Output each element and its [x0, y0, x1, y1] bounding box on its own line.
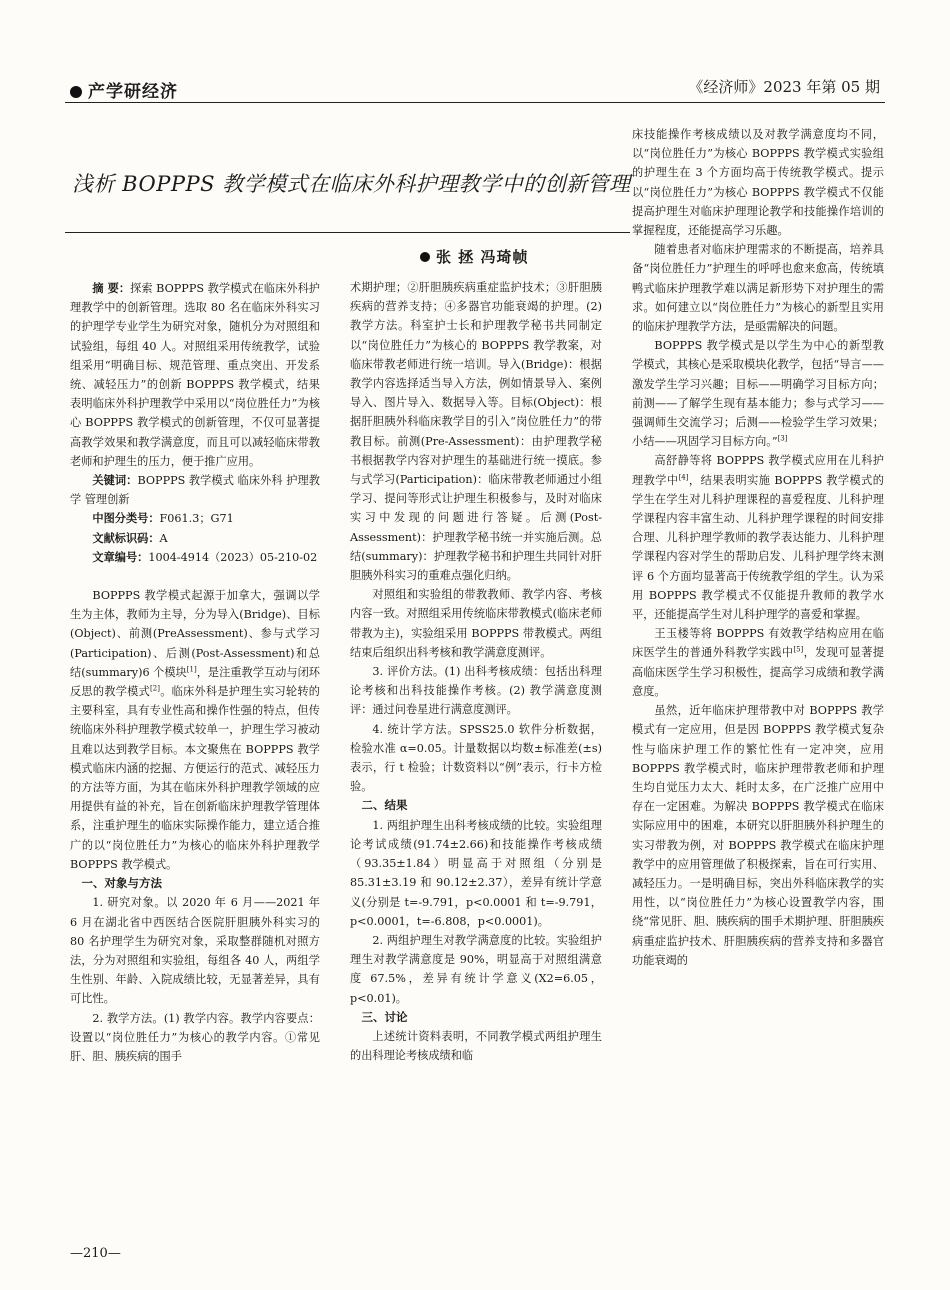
- intro-text: BOPPPS 教学模式起源于加拿大，强调以学生为主体，教师为主导，分为导入(Bridge)、目标(Object)、前测(PreAssessment)、参与式学习(Participation)、后测(Post-Assessment)和总结(summary)6 个模块: [70, 589, 320, 679]
- header-rule: [65, 102, 885, 103]
- paragraph: 1. 两组护理生出科考核成绩的比较。实验组理论考试成绩(91.74±2.66)和技能操作考核成绩（93.35±1.84）明显高于对照组（分别是 85.31±3.19 和 90.12±2.37），差异有统计学意义(分别是 t=-9.791，p<0.0001 和 t=-9.791，p<0.0001，t=-6.808，p<0.0001)。: [350, 818, 602, 928]
- bullet-icon: [420, 252, 430, 262]
- column-right: [632, 125, 884, 970]
- document-code: [70, 529, 320, 548]
- section-label: 产学研经济: [88, 82, 178, 102]
- column-middle: [350, 278, 602, 1065]
- paragraph: [632, 624, 884, 701]
- article-number: [70, 548, 320, 567]
- paragraph: [632, 336, 884, 451]
- paragraph: 上述统计资料表明，不同教学模式两组护理生的出科理论考核成绩和临: [350, 1029, 602, 1063]
- paragraph-text: 高舒静等将 BOPPPS 教学模式应用在儿科护理教学中: [632, 454, 884, 487]
- doc-code-label: 文献标识码：: [92, 531, 160, 545]
- paragraph-text: ，发现可显著提高临床医学生学习积极性，提高学习成绩和教学满意度。: [632, 646, 884, 698]
- page-number: —210—: [70, 1246, 121, 1261]
- paragraph: 2. 两组护理生对教学满意度的比较。实验组护理生对教学满意度是 90%，明显高于对照组满意度 67.5%，差异有统计学意义(X2=6.05，p<0.01)。: [350, 933, 602, 1005]
- clc-value: F061.3；G71: [159, 512, 234, 526]
- article-no-value: 1004-4914（2023）05-210-02: [148, 550, 318, 564]
- paragraph: 床技能操作考核成绩以及对教学满意度均不同，以“岗位胜任力”为核心 BOPPPS 教学模式实验组的护理生在 3 个方面均高于传统教学模式。提示以“岗位胜任力”为核心 BOPPPS 教学模式不仅能提高护理生对临床护理理论教学和技能操作培训的掌握程度，还能提高学习乐趣。: [632, 128, 884, 238]
- citation-ref: [5]: [793, 645, 804, 654]
- section-header: [70, 77, 178, 102]
- abstract-label: 摘 要：: [92, 282, 131, 295]
- citation-ref: [1]: [186, 665, 197, 674]
- paragraph: 3. 评价方法。(1) 出科考核成绩：包括出科理论考核和出科技能操作考核。(2) 教学满意度测评：通过问卷星进行满意度测评。: [350, 665, 602, 717]
- intro-text: 。临床外科是护理生实习轮转的主要科室，具有专业性高和操作性强的特点，但传统临床外科护理教学模式较单一，护理生学习被动且难以达到教学目标。本文聚焦在 BOPPPS 教学模式临床内涵的挖掘、方便运行的范式、减轻压力的方法等方面，为其在临床外科护理教学领域的应用提供有益的补充，旨在创新临床护理教学管理体系，注重护理生的临床实际操作能力，建立适合推广的以“岗位胜任力”为核心的临床外科护理教学 BOPPPS 教学模式。: [70, 685, 320, 871]
- abstract-text: 探索 BOPPPS 教学模式在临床外科护理教学中的创新管理。选取 80 名在临床外科实习的护理学专业学生为研究对象，随机分为对照组和试验组，每组 40 人。对照组采用传统教学，试验组采用“明确目标、规范管理、重点突出、开发系统、减轻压力”的创新 BOPPPS 教学模式，结果表明临床外科护理教学中采用以“岗位胜任力”为核心 BOPPPS 教学模式的创新管理，不仅可显著提高教学效果和教学满意度，而且可以减轻临床带教老师和护理生的压力，便于推广应用。: [70, 282, 320, 468]
- paragraph: 2. 教学方法。(1) 教学内容。教学内容要点：设置以“岗位胜任力”为核心的教学内容。①常见肝、胆、胰疾病的围手: [70, 1011, 320, 1063]
- article-no-label: 文章编号：: [92, 550, 149, 564]
- intro-paragraph: [70, 586, 320, 874]
- column-left: [70, 279, 320, 1066]
- citation-ref: [4]: [678, 472, 689, 481]
- citation-ref: [3]: [777, 434, 788, 443]
- clc-label: 中图分类号：: [92, 512, 160, 526]
- paragraph: [632, 451, 884, 624]
- paragraph-text: ，结果表明实施 BOPPPS 教学模式的学生在学生对儿科护理课程的喜爱程度、儿科护理学课程内容丰富生动、儿科护理学课程的时间安排合理、儿科护理学教师的教学表达能力、儿科护理学课程内容对学生的帮助启发、儿科护理学终末测评 6 个方面均显著高于传统教学组的学生。认为采用 BOPPPS 教学模式不仅能提升教师的教学水平，还能提高学生对儿科护理学的喜爱和掌握。: [632, 473, 884, 622]
- author-names: 张 拯 冯琦帧: [436, 248, 529, 266]
- authors: [420, 246, 528, 267]
- abstract: [70, 279, 320, 471]
- citation-ref: [2]: [150, 684, 160, 693]
- paragraph: 对照组和实验组的带教教师、教学内容、考核内容一致。对照组采用传统临床带教模式(临床老师带教为主)，实验组采用 BOPPPS 带教模式。两组结束后组织出科考核和教学满意度测评。: [350, 588, 602, 659]
- paragraph-text: BOPPPS 教学模式是以学生为中心的新型教学模式，其核心是采取模块化教学，包括“导言——激发学生学习兴趣；目标——明确学习目标方向；前测——了解学生现有基本能力；参与式学习——强调师生交流学习；后测——检验学生学习效果；小结——巩固学习目标方向。”: [632, 339, 884, 449]
- keywords: [70, 471, 320, 509]
- paragraph: 术期护理；②肝胆胰疾病重症监护技术；③肝胆胰疾病的营养支持；④多器官功能衰竭的护理。(2) 教学方法。科室护士长和护理教学秘书共同制定以“岗位胜任力”为核心的 BOPPPS 教学教案，对临床带教老师进行统一培训。导入(Bridge)：根据教学内容选择适当导入方法，例如情景导入、案例导入、图片导入、数据导入等。目标(Object)：根据肝胆胰外科临床教学目的引入“岗位胜任力”的带教目标。前测(Pre-Assessment)：由护理教学秘书根据教学内容对护理生的基础进行统一摸底。参与式学习(Participation)：临床带教老师通过小组学习、提问等形式让护理生积极参与，及时对临床实习中发现的问题进行答疑。后测(Post-Assessment)：护理教学秘书统一并实施后测。总结(summary)：护理教学秘书和护理生共同针对肝胆胰外科实习的重难点强化归纳。: [350, 281, 602, 583]
- paragraph: 随着患者对临床护理需求的不断提高，培养具备“岗位胜任力”护理生的呼呼也愈来愈高，传统填鸭式临床护理教学难以满足新形势下对护理生的需求。如何建立以“岗位胜任力”为核心的新型且实用的临床护理教学方法，是亟需解决的问题。: [632, 243, 884, 334]
- journal-issue: 《经济师》2023 年第 05 期: [688, 78, 880, 96]
- paragraph: 虽然，近年临床护理带教中对 BOPPPS 教学模式有一定应用，但是因 BOPPPS 教学模式复杂性与临床护理工作的繁忙性有一定冲突，应用 BOPPPS 教学模式时，临床护理带教老师和护理生均自觉压力太大、耗时太多，在广泛推广应用中存在一定困难。为解决 BOPPPS 教学模式在临床实际应用中的困难，本研究以肝胆胰外科护理生的实习带教为例，对 BOPPPS 教学模式在临床护理教学中的应用管理做了积极探索，旨在可行实用、减轻压力。一是明确目标，突出外科临床教学的实用性，以“岗位胜任力”为核心设置教学内容，围绕“常见肝、胆、胰疾病的围手术期护理、肝胆胰疾病重症监护技术、肝胆胰疾病的营养支持和多器官功能衰竭的: [632, 704, 884, 967]
- section-heading-methods: 一、对象与方法: [81, 876, 162, 891]
- bullet-icon: [70, 86, 82, 98]
- section-heading-discussion: 三、讨论: [361, 1009, 408, 1024]
- section-heading-results: 二、结果: [361, 798, 408, 813]
- doc-code-value: A: [159, 531, 168, 545]
- intro-text: ，是注重教学互动与闭环反思的教学模式: [70, 665, 320, 699]
- title-rule: [65, 232, 630, 233]
- paragraph: 1. 研究对象。以 2020 年 6 月——2021 年 6 月在湖北省中西医结合医院肝胆胰外科实习的 80 名护理学生为研究对象，采取整群随机对照方法，分为对照组和实验组，每组各 40 人，两组学生性别、年龄、入院成绩比较，无显著差异，具有可比性。: [70, 896, 320, 1006]
- article-title: 浅析 BOPPPS 教学模式在临床外科护理教学中的创新管理: [72, 172, 631, 196]
- keywords-label: 关键词：: [92, 474, 138, 488]
- keywords-text: BOPPPS 教学模式 临床外科 护理教学 管理创新: [70, 474, 320, 507]
- clc-code: [70, 509, 320, 528]
- paragraph-text: 王玉楼等将 BOPPPS 有效教学结构应用在临床医学生的普通外科教学实践中: [632, 627, 884, 660]
- paragraph: 4. 统计学方法。SPSS25.0 软件分析数据，检验水准 α=0.05。计量数据以均数±标准差(±s)表示，行 t 检验；计数资料以“例”表示，行卡方检验。: [350, 722, 602, 794]
